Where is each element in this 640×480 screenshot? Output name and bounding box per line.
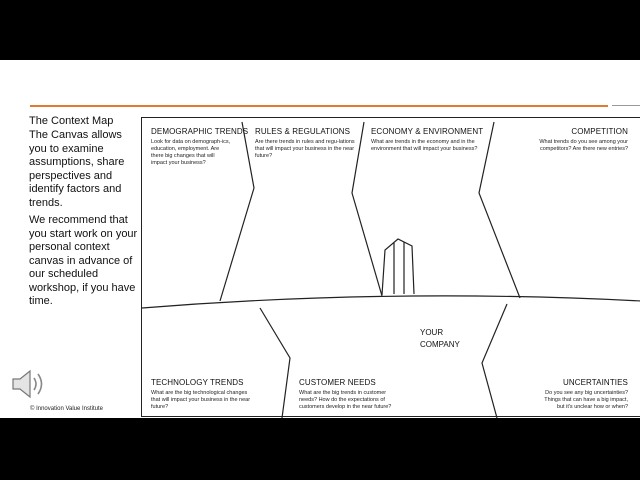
competition-desc: What trends do you see among your competitors? Are there new entries? xyxy=(539,139,628,152)
slide-title: The Context Map xyxy=(29,115,114,127)
technology-trends-title: TECHNOLOGY TRENDS xyxy=(151,378,244,387)
copyright-text: © Innovation Value Institute xyxy=(30,406,104,412)
rules-regulations-title: RULES & REGULATIONS xyxy=(255,127,351,136)
your-company-label xyxy=(420,327,460,351)
slide xyxy=(0,60,640,418)
rules-regulations-desc: Are there trends in rules and regu-lations that will impact your business in the near future? xyxy=(255,139,355,159)
speaker-icon[interactable] xyxy=(10,367,50,401)
customer-needs-title: CUSTOMER NEEDS xyxy=(299,378,376,387)
slide-paragraph-2: We recommend that you start work on your personal context canvas in advance of our scheduled workshop, if you have time. xyxy=(29,214,138,307)
title-divider xyxy=(30,105,608,107)
demographic-trends-desc: Look for data on demograph-ics, education, employment. Are there big changes that will impact your business? xyxy=(151,139,231,166)
company-line-2: COMPANY xyxy=(420,340,460,349)
company-line-1: YOUR xyxy=(420,328,444,337)
competition-title: COMPETITION xyxy=(571,127,628,136)
customer-needs-desc: What are the big trends in customer needs? How do the expectations of customers develop in the near future? xyxy=(299,390,392,410)
slide-paragraph-1: The Canvas allows you to examine assumptions, share perspectives and identify factors and trends. xyxy=(29,129,125,209)
slide-text xyxy=(29,115,139,313)
economy-environment-title: ECONOMY & ENVIRONMENT xyxy=(371,127,484,136)
context-canvas xyxy=(141,117,640,417)
technology-trends-desc: What are the big technological changes that will impact your business in the near future? xyxy=(151,390,251,410)
edge-divider xyxy=(612,105,640,106)
uncertainties-title: UNCERTAINTIES xyxy=(562,378,628,387)
uncertainties-desc: Do you see any big uncertainties? Things that can have a big impact, but it's unclear how or when? xyxy=(544,390,628,410)
demographic-trends-title: DEMOGRAPHIC TRENDS xyxy=(151,127,249,136)
economy-environment-desc: What are trends in the economy and in the environment that will impact your business? xyxy=(371,139,478,152)
